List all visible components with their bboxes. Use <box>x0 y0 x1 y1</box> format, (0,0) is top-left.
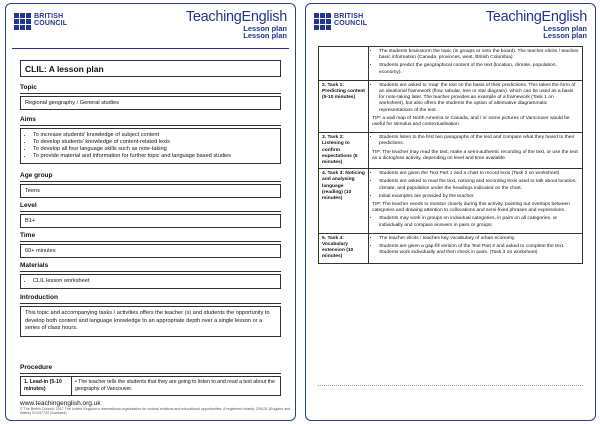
logo-text-line-1: BRITISH <box>34 13 64 20</box>
stage-cell: 3. Task 2: Listening to confirm expectations (5 minutes) <box>319 133 369 169</box>
aim-item: • To develop all four language skills such as note-taking <box>33 146 276 153</box>
stage-cell: 2. Task 1: Predicting content (5-10 minutes) <box>319 80 369 132</box>
teaching-english-brand <box>486 10 587 39</box>
topic-value: Regional geography / General studies <box>20 96 281 110</box>
topic-section <box>20 84 281 110</box>
lesson-plan-label: Lesson plan <box>543 24 587 33</box>
procedure-section <box>20 364 281 396</box>
list-item: • Students are asked to read the text, noticing and recording lexis used to talk about location, climate, and population under the headings indicated on the chart. <box>379 179 579 191</box>
page-footer-divider <box>318 385 583 392</box>
logo-dots-icon <box>314 13 331 30</box>
level-value: B1+ <box>20 214 281 228</box>
logo-text-line-1: BRITISH <box>334 13 364 20</box>
aim-item: • To provide material and information for further topic and language based studies <box>33 153 276 160</box>
list-item: • Students are asked to 'map' the text on the basis of their predictions. This takes the form of an ideational framework (flow, tabular, tree or star diagram), which can be used as a basis for note-taking later. The teacher provides an example of a framework (Task 1 on worksheet), but also offers the students the option of alternative diagrammatic representations of the text. <box>379 83 579 114</box>
procedure-text: The teacher tells the students that they are going to listen to and read a text about the geography of Vancouver. <box>75 379 275 392</box>
teaching-english-title: TeachingEnglish <box>185 9 287 25</box>
time-heading: Time <box>20 232 281 242</box>
table-row <box>319 233 583 263</box>
tip-body: : The teacher may read the text, make a semi-authentic recording of the text, or use the text as a dictogloss activity, depending on level and time available. <box>372 149 578 161</box>
introduction-section <box>20 294 281 337</box>
introduction-heading: Introduction <box>20 294 281 304</box>
procedure-table <box>20 376 281 396</box>
tip-body: : The teacher needs to monitor closely during this activity, pointing out overlaps between categories and drawing attention to collocations and semi-fixed phrases and expressions. <box>372 202 570 214</box>
procedure-cell <box>369 133 583 169</box>
time-section <box>20 232 281 258</box>
aims-section <box>20 116 281 164</box>
age-group-section <box>20 172 281 198</box>
list-item: • Students are given a gap-fill version of the Text Part 2 and asked to complete the text. Students work individually and then check in pairs. (Task 3 on worksheet) <box>379 244 579 256</box>
tip-text <box>372 116 579 128</box>
table-row <box>319 133 583 169</box>
tip-label: TIP <box>372 115 380 121</box>
lesson-plan-page-2 <box>305 3 596 421</box>
level-section <box>20 202 281 228</box>
aims-box <box>20 128 281 164</box>
lesson-plan-label-shadow: Lesson plan <box>543 31 587 40</box>
procedure-cell <box>369 47 583 81</box>
stage-cell: 5. Task 4: Vocabulary extension (10 minutes) <box>319 233 369 263</box>
procedure-table-continued <box>318 46 583 264</box>
materials-box <box>20 274 281 289</box>
lesson-plan-page-1 <box>5 3 296 421</box>
stage-cell: 1. Lead-in (5-10 minutes) <box>21 377 72 396</box>
procedure-heading: Procedure <box>20 364 281 374</box>
procedure-cell <box>369 233 583 263</box>
footer-url[interactable]: www.teachingenglish.org.uk <box>20 400 101 407</box>
aims-heading: Aims <box>20 116 281 126</box>
british-council-logo <box>314 13 367 30</box>
materials-section <box>20 262 281 289</box>
list-item: • Students are given the Text Part 1 and a chart to record lexis (Task 2 on worksheet) <box>379 171 579 177</box>
aim-item: • To develop students' knowledge of content-related lexis <box>33 139 276 146</box>
table-row <box>319 169 583 234</box>
teaching-english-brand <box>186 10 287 39</box>
header-divider <box>12 48 289 49</box>
table-row <box>21 377 281 396</box>
page-footer <box>20 400 295 415</box>
list-item: • Students may work in groups on individual categories, in pairs on all categories, or individually and compare answers in pairs or groups. <box>379 216 579 228</box>
list-item: • Initial examples are provided by the teacher. <box>379 194 579 200</box>
list-item: • The teacher elicits / teaches key vocabulary of urban economy. <box>379 236 579 242</box>
list-item: • The students brainstorm the topic (in groups or onto the board). The teacher elicits / teaches basic information (Canada, provinces, west, British Columbia). <box>379 49 579 61</box>
level-heading: Level <box>20 202 281 212</box>
lesson-title: CLIL: A lesson plan <box>20 60 281 77</box>
page-header <box>6 4 295 44</box>
table-row <box>319 47 583 81</box>
footer-copyright: © The British Council, 2017 The United Kingdom's international organisation for cultural relations and educational opportunities. A registered charity: 209131 (England and Wales) SC037733 (Scotland). <box>20 407 291 415</box>
logo-text-line-2: COUNCIL <box>34 20 68 27</box>
procedure-cell <box>369 80 583 132</box>
age-group-value: Teens <box>20 184 281 198</box>
stage-cell <box>319 47 369 81</box>
stage-cell: 4. Task 3: Noticing and analysing language (reading) (10 minutes) <box>319 169 369 234</box>
british-council-logo <box>14 13 67 30</box>
tip-label: TIP <box>372 149 380 155</box>
time-value: 60+ minutes <box>20 244 281 258</box>
list-item: • Students predict the geographical content of the text (location, climate, population, economy). <box>379 63 579 75</box>
materials-item: • CLIL lesson worksheet <box>33 278 276 285</box>
aim-item: • To increase students' knowledge of subject content <box>33 132 276 139</box>
tip-text <box>372 202 579 214</box>
topic-heading: Topic <box>20 84 281 94</box>
table-row <box>319 80 583 132</box>
tip-text <box>372 150 579 162</box>
tip-label: TIP <box>372 202 380 208</box>
list-item: • Students listen to the first two paragraphs of the text and compare what they heard to their predictions. <box>379 135 579 147</box>
logo-dots-icon <box>14 13 31 30</box>
lesson-plan-label-shadow: Lesson plan <box>243 31 287 40</box>
materials-heading: Materials <box>20 262 281 272</box>
teaching-english-title: TeachingEnglish <box>485 9 587 25</box>
age-group-heading: Age group <box>20 172 281 182</box>
introduction-text: This topic and accompanying tasks / activities offers the teacher (s) and students the opportunity to develop both content and language knowledge to an appropriate depth over a single lesson or a series of class hours. <box>20 306 281 337</box>
page-header <box>306 4 595 44</box>
procedure-cell: • The teacher tells the students that they are going to listen to and read a text about the geography of Vancouver. <box>72 377 281 396</box>
logo-text-line-2: COUNCIL <box>334 20 368 27</box>
procedure-cell <box>369 169 583 234</box>
tip-body: : a wall map of North America or Canada, and / or some pictures of Vancouver would be useful for stimulus and contextualisation. <box>372 115 570 128</box>
lesson-plan-label: Lesson plan <box>243 24 287 33</box>
